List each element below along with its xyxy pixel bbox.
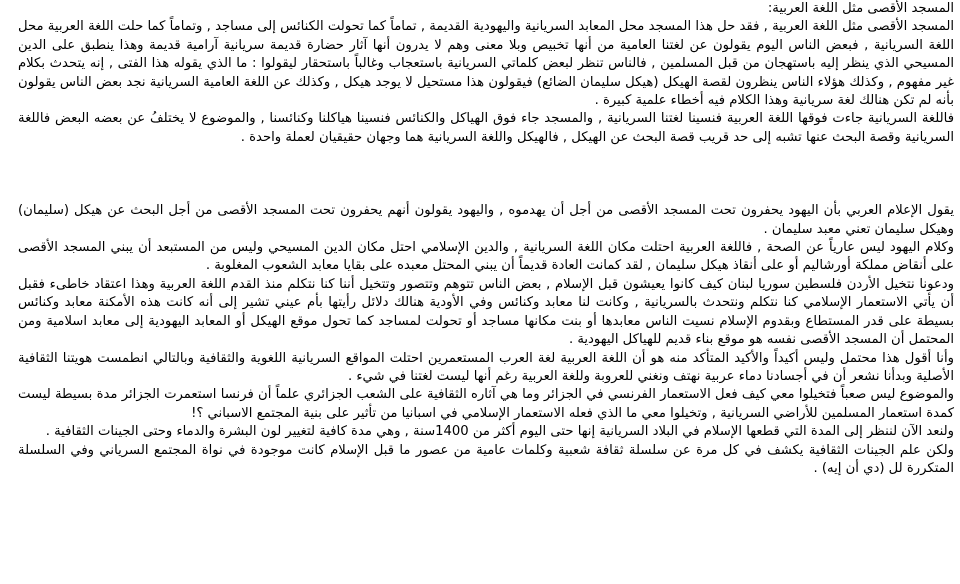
paragraph: وكلام اليهود ليس عارياً عن الصحة , فاللغة العربية احتلت مكان اللغة السريانية , والدين الإسلامي احتل مكان الدين المسيحي وليس من المستبعد أن يبني المسجد الأقصى على أنقاض مملكة أورشاليم أو على أنقاذ هيكل سليمان , لقد كمانت العادة قديماً أن يبني المحتل معبده على بقايا معابد الشعوب المغلوبة .: [18, 240, 954, 274]
section-spacer: [18, 147, 954, 202]
paragraph: فاللغة السريانية جاءت فوقها اللغة العربية فنسينا لغتنا السريانية , والمسجد جاء فوق الهياكل والكنائس فنسينا هياكلنا وكنائسنا , والموضوع لا يختلفُ عن بعضه البعض فاللغة السريانية وقصة البحث عنها تشبه إلى حد قريب قصة البحث عن الهيكل , فالهيكل واللغة السريانية هما وجهان حقيقيان لعملة واحدة .: [18, 111, 954, 145]
article: [18, 0, 954, 478]
paragraph: المسجد الأقصى مثل اللغة العربية , فقد حل هذا المسجد محل المعابد السريانية واليهودية القديمة , تماماً كما تحولت الكنائس إلى مساجد , وتماماً كما حلت اللغة العربية محل اللغة السريانية , فبعض الناس اليوم يقولون عن لغتنا العامية من أنها تخبيص وبلا معنى وهم لا يدرون أنها آثار حضارة قديمة سريانية آرامية قديمة وهذا ينطبق على الدين المسيحي الذي ينظر إليه باستهجان من قبل المسلمين , فالناس تنظر لبعض كلماتي السريانية باستعجاب وغالباً باستحقار ليقولوا : ما الذي يقوله هذا الفتى , إنه يتحدث بكلام غير مفهوم , وكذلك هؤلاء الناس ينظرون لقصة الهيكل (هيكل سليمان الضائع) فيقولون هذا مستحيل لا يوجد هيكل , وكذلك عن اللغة العامية السريانية نجد بعض الناس يقولون بأنه لم تكن هنالك لغة سريانية وهذا الكلام فيه أخطاء علمية كبيرة .: [18, 19, 954, 109]
paragraph: ولنعد الآن لننظر إلى المدة التي قطعها الإسلام في البلاد السريانية إنها حتى اليوم أكثر من 1400سنة , وهي مدة كافية لتغيير لون البشرة والدماء وحتى الجينات الثقافية .: [45, 424, 954, 440]
paragraph: ودعونا نتخيل الأردن فلسطين سوريا لبنان كيف كانوا يعيشون قبل الإسلام , بعض الناس تتوهم وتتصور وتتخيل أننا كنا نتكلم منذ القدم اللغة العربية وهذا اعتقاد خاطىء فقبل أن يأتي الاستعمار الإسلامي كنا نتكلم ونتحدث بالسريانية , وكانت لنا معابد وكنائس وفي الأودية هنالك دلائل رأيتها بأم عيني تشير إلى أنه كانت هذه الأمكنة معابد وكنائس بسيطة على قدر المستطاع وبقدوم الإسلام نسيت الناس معابدها أو بنت مكانها مساجد أو تحولت لمساجد كما تحول موقع الهيكل أو المعابد اليهودية إلى معابد اسلامية ومن المحتمل أن المسجد الأقصى نفسه هو موقع بناء قديم للهياكل اليهودية .: [18, 276, 954, 348]
paragraph: يقول الإعلام العربي بأن اليهود يحفرون تحت المسجد الأقصى من أجل أن يهدموه , واليهود يقولون أنهم يحفرون تحت المسجد الأقصى من أجل البحث عن هيكل (سليمان) وهيكل سليمان تعني معبد سليمان .: [18, 203, 954, 237]
paragraph: وأنا أقول هذا محتمل وليس أكيداً والأكيد المتأكد منه هو أن اللغة العربية لغة العرب المستعمرين احتلت المواقع السريانية اللغوية والثقافية وبالتالي انطمست هويتنا الثقافية الأصلية وبدأنا نشعر أن في أجسادنا دماء عربية نهتف ونغني للعروبة وللغة العربية رغم أنها ليست لغتنا في شيء .: [18, 350, 954, 384]
section-heading: المسجد الأقصى مثل اللغة العربية:: [767, 1, 954, 16]
paragraph: ولكن علم الجينات الثقافية يكشف في كل مرة عن سلسلة ثقافة شعبية وكلمات عامية من عصور ما قبل الإسلام كانت موجودة في نواة المجتمع السرياني وفي السلسلة المتكررة لل (دي أن إيه) .: [18, 442, 954, 476]
paragraph: والموضوع ليس صعباً فتخيلوا معي كيف فعل الاستعمار الفرنسي في الجزائر وما هي آثاره الثقافية على الشعب الجزائري علماً أن فرنسا استعمرت الجزائر مدة بسيطة ليست كمدة استعمار المسلمين للأراضي السريانية , وتخيلوا معي ما الذي فعله الاستعمار الإسلامي في اسبانيا من تأثير على بنية المجتمع الاسباني ؟!: [18, 387, 954, 421]
